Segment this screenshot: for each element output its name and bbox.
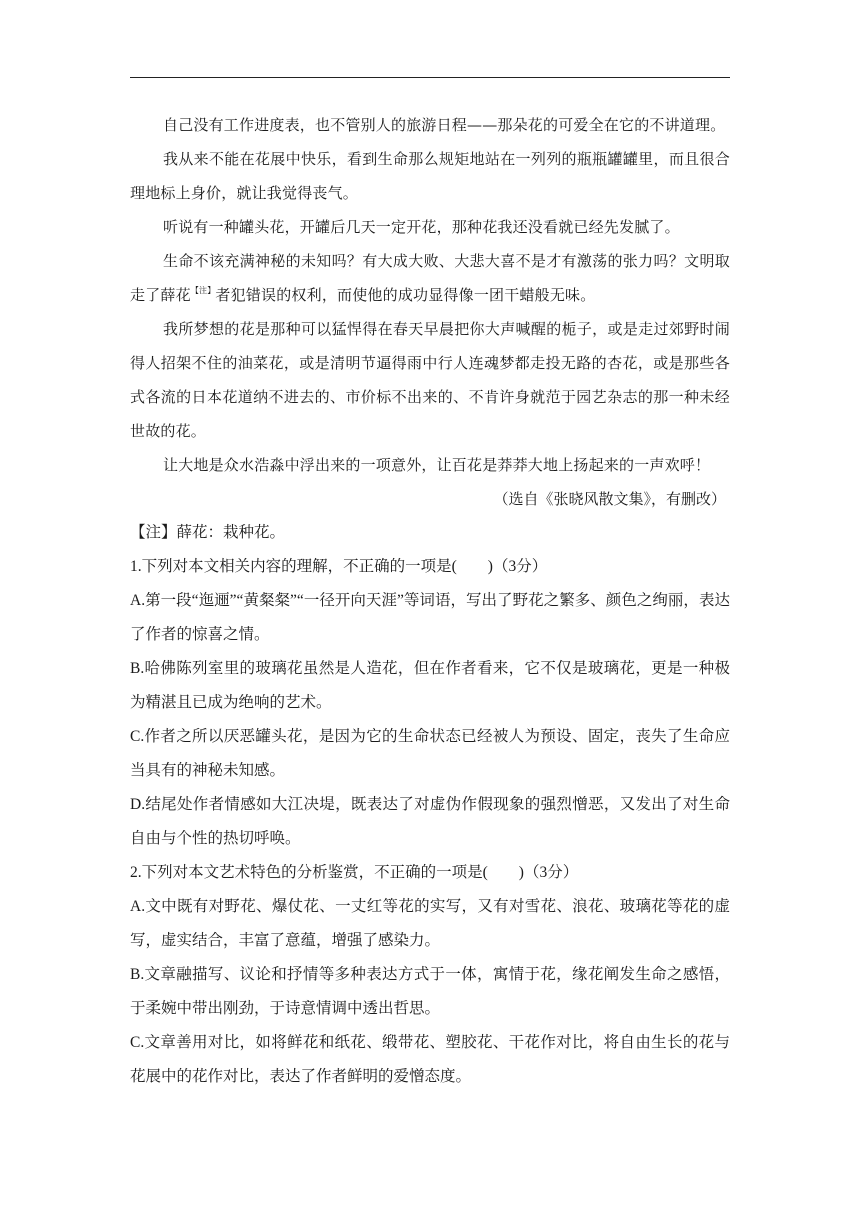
question-2-stem: 2.下列对本文艺术特色的分析鉴赏，不正确的一项是( )（3分） (130, 864, 579, 881)
essay-paragraph-5: 我所梦想的花是那种可以猛悍得在春天早晨把你大声喊醒的栀子，或是走过郊野时闹得人招架不住的油菜花，或是清明节逼得雨中行人连魂梦都走投无路的杏花，或是那些各式各流的日本花道纳不进去的、市价标不出来的、不肯许身就范于园艺杂志的那一种未经世故的花。 (130, 320, 730, 440)
footnote: 【注】薛花：栽种花。 (130, 524, 286, 541)
question-2-option-c: C.文章善用对比，如将鲜花和纸花、缎带花、塑胶花、干花作对比，将自由生长的花与花展中的花作对比，表达了作者鲜明的爱憎态度。 (130, 1034, 730, 1085)
question-2 (130, 856, 730, 1094)
essay-paragraph-4-part-a: 生命不该充满神秘的未知吗？有大成大败、大悲大喜不是才有激荡的张力吗？文明取走了薛花 (130, 252, 730, 304)
essay-paragraph-2: 我从来不能在花展中快乐，看到生命那么规矩地站在一列列的瓶瓶罐罐里，而且很合理地标上身价，就让我觉得丧气。 (130, 150, 730, 202)
essay-paragraph-4-part-b: 者犯错误的权利，而使他的成功显得像一团干蜡般无味。 (215, 286, 596, 304)
question-1-option-d: D.结尾处作者情感如大江决堤，既表达了对虚伪作假现象的强烈憎恶，又发出了对生命自由与个性的热切呼唤。 (130, 796, 730, 847)
essay-paragraph-3: 听说有一种罐头花，开罐后几天一定开花，那种花我还没看就已经先发腻了。 (163, 218, 680, 236)
question-1-option-a: A.第一段“迤逦”“黄粲粲”“一径开向天涯”等词语，写出了野花之繁多、颜色之绚丽，表达了作者的惊喜之情。 (130, 592, 730, 643)
footnote-marker: 【注】 (190, 286, 216, 295)
essay-paragraph-6: 让大地是众水浩淼中浮出来的一项意外，让百花是莽莽大地上扬起来的一声欢呼！ (163, 456, 711, 474)
question-1-stem: 1.下列对本文相关内容的理解，不正确的一项是( )（3分） (130, 558, 548, 575)
essay-paragraph-1: 自己没有工作进度表，也不管别人的旅游日程——那朵花的可爱全在它的不讲道理。 (163, 116, 726, 134)
question-1-option-b: B.哈佛陈列室里的玻璃花虽然是人造花，但在作者看来，它不仅是玻璃花，更是一种极为精湛且已成为绝响的艺术。 (130, 660, 730, 711)
question-2-option-b: B.文章融描写、议论和抒情等多种表达方式于一体，寓情于花，缘花阐发生命之感悟，于柔婉中带出刚劲，于诗意情调中透出哲思。 (130, 966, 730, 1017)
question-1 (130, 550, 730, 856)
header-divider (130, 77, 730, 78)
question-1-option-c: C.作者之所以厌恶罐头花，是因为它的生命状态已经被人为预设、固定，丧失了生命应当具有的神秘未知感。 (130, 728, 730, 779)
essay-body (130, 108, 730, 1094)
essay-source: （选自《张晓风散文集》，有删改） (493, 490, 726, 508)
essay-paragraph-4 (130, 244, 730, 312)
question-2-option-a: A.文中既有对野花、爆仗花、一丈红等花的实写，又有对雪花、浪花、玻璃花等花的虚写，虚实结合，丰富了意蕴，增强了感染力。 (130, 898, 730, 949)
